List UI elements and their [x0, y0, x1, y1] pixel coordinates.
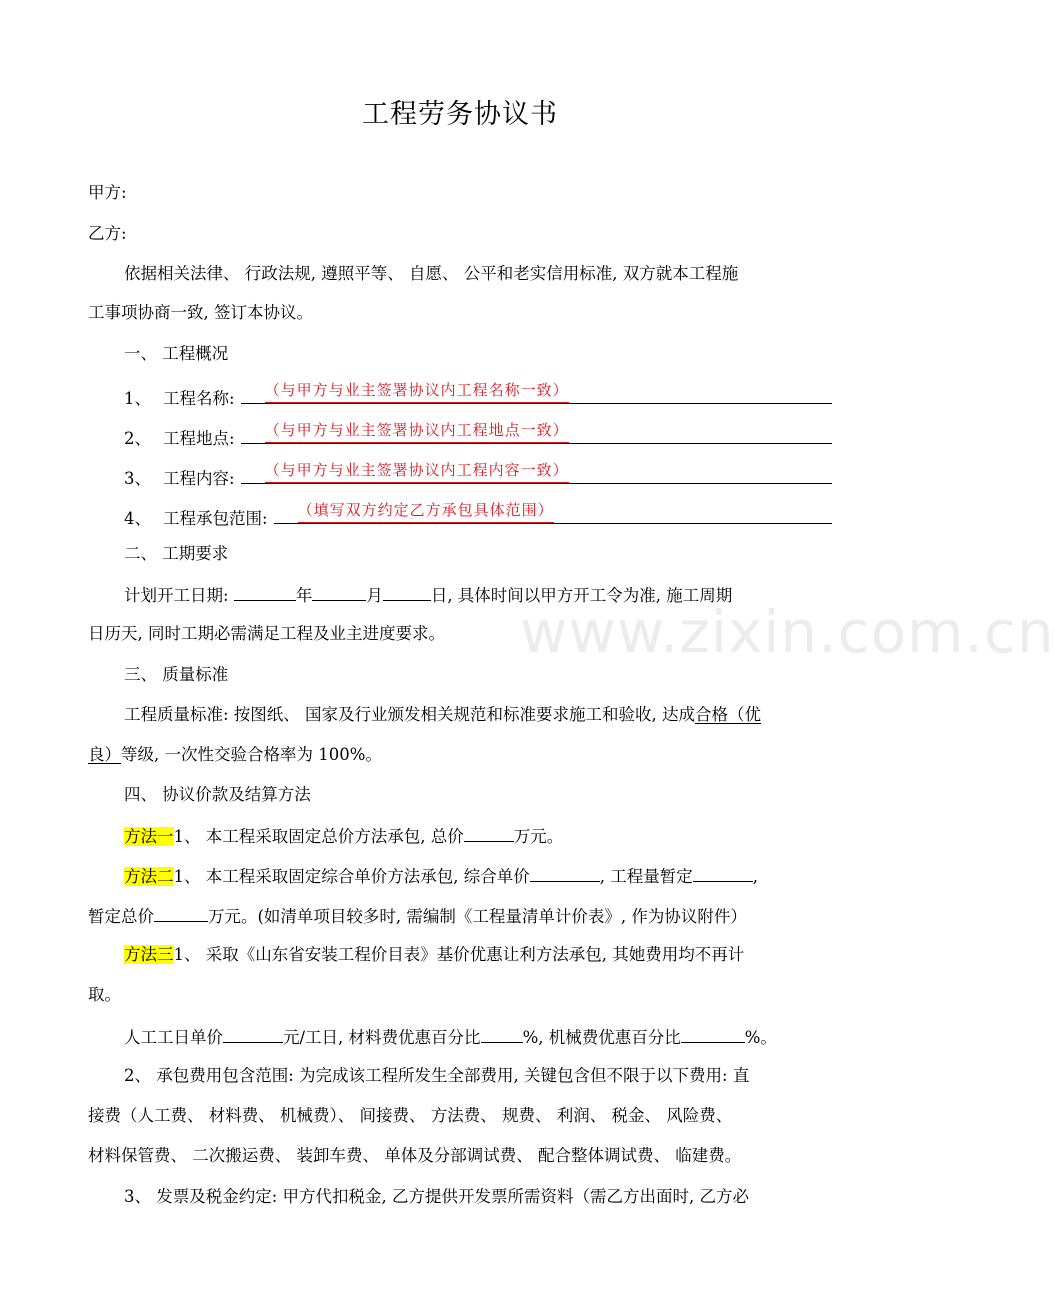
- method-2-text: 1、 本工程采取固定综合单价方法承包, 综合单价: [173, 867, 530, 886]
- quality-line-2: [88, 744, 848, 766]
- quantity-input[interactable]: [693, 864, 753, 882]
- method-1-text: 1、 本工程采取固定总价方法承包, 总价: [173, 827, 464, 846]
- material-discount-label: 元/工日, 材料费优惠百分比: [283, 1028, 481, 1047]
- field-label: 工程名称:: [163, 389, 235, 408]
- day-label: 日: [430, 586, 448, 605]
- field-label: 工程内容:: [163, 469, 235, 488]
- method-2-mid: , 工程量暂定: [599, 867, 693, 886]
- item-3-line-1: 3、 发票及税金约定: 甲方代扣税金, 乙方提供开发票所需资料（需乙方出面时, 乙方必: [124, 1187, 750, 1206]
- month-label: 月: [366, 586, 383, 605]
- field-project-location: [124, 423, 832, 450]
- watermark: www.zixin.com.cn: [520, 598, 1055, 666]
- item-number: 1、: [124, 389, 151, 408]
- unit-price-input[interactable]: [530, 864, 600, 882]
- field-hint: （与甲方与业主签署协议内工程名称一致）: [265, 379, 569, 403]
- quality-line-1: [124, 704, 848, 726]
- quality-grade-underlined-end: 良）: [88, 745, 121, 764]
- percent-end: %。: [744, 1028, 777, 1047]
- labor-rate-input[interactable]: [223, 1025, 283, 1043]
- machinery-discount-input[interactable]: [681, 1025, 745, 1043]
- item-number: 3、: [124, 469, 151, 488]
- start-year-input[interactable]: [234, 583, 296, 601]
- year-label: 年: [295, 586, 313, 605]
- method-2-line-2: [88, 904, 848, 928]
- contract-scope-input[interactable]: [274, 503, 832, 524]
- start-day-input[interactable]: [383, 583, 431, 601]
- section-4-heading: 四、 协议价款及结算方法: [124, 785, 311, 804]
- total-price-input[interactable]: [464, 824, 514, 842]
- field-contract-scope: [124, 503, 832, 530]
- method-3-line-2: 取。: [88, 985, 121, 1004]
- method-1-unit: 万元。: [513, 827, 564, 846]
- method-3-line-1: [124, 944, 848, 966]
- method-2-total-label: 暂定总价: [88, 907, 154, 926]
- start-month-input[interactable]: [312, 583, 366, 601]
- method-2-tag: 方法二: [124, 867, 174, 886]
- project-content-input[interactable]: [241, 463, 832, 484]
- intro-line-2: 工事项协商一致, 签订本协议。: [88, 303, 313, 322]
- field-hint: （与甲方与业主签署协议内工程地点一致）: [265, 419, 569, 443]
- method-2-line-1: [124, 864, 848, 888]
- schedule-line-2: 日历天, 同时工期必需满足工程及业主进度要求。: [88, 624, 445, 643]
- labor-rate-label: 人工工日单价: [124, 1028, 223, 1047]
- field-project-name: [124, 383, 832, 410]
- field-label: 工程地点:: [163, 429, 235, 448]
- method-3-text: 1、 采取《山东省安装工程价目表》基价优惠让利方法承包, 其她费用均不再计: [173, 945, 745, 964]
- material-discount-input[interactable]: [481, 1025, 523, 1043]
- estimated-total-input[interactable]: [154, 904, 208, 922]
- page-title: 工程劳务协议书: [362, 99, 558, 130]
- method-1-line: [124, 824, 848, 848]
- quality-grade-underlined: 合格（优: [695, 705, 762, 724]
- party-b-label: 乙方:: [88, 224, 127, 243]
- project-name-input[interactable]: [241, 383, 832, 404]
- quality-text: 工程质量标准: 按图纸、 国家及行业颁发相关规范和标准要求施工和验收, 达成: [124, 705, 696, 724]
- section-1-heading: 一、 工程概况: [124, 344, 229, 363]
- field-hint: （填写双方约定乙方承包具体范围）: [298, 499, 554, 523]
- item-2-line-1: 2、 承包费用包含范围: 为完成该工程所发生全部费用, 关键包含但不限于以下费用: 直: [124, 1066, 750, 1085]
- section-3-heading: 三、 质量标准: [124, 665, 229, 684]
- field-project-content: [124, 463, 832, 490]
- item-number: 4、: [124, 509, 151, 528]
- method-3-tag: 方法三: [124, 945, 174, 964]
- party-a-label: 甲方:: [88, 183, 127, 202]
- schedule-rest: , 具体时间以甲方开工令为准, 施工周期: [447, 586, 733, 605]
- item-2-line-3: 材料保管费、 二次搬运费、 装卸车费、 单体及分部调试费、 配合整体调试费、 临建费。: [88, 1146, 742, 1165]
- labor-rate-line: [124, 1025, 848, 1049]
- method-2-end: ,: [752, 867, 758, 886]
- method-1-tag: 方法一: [124, 827, 174, 846]
- item-2-line-2: 接费（人工费、 材料费、 机械费）、 间接费、 方法费、 规费、 利润、 税金、 风险费、: [88, 1106, 733, 1125]
- section-2-heading: 二、 工期要求: [124, 544, 229, 563]
- field-label: 工程承包范围:: [163, 509, 268, 528]
- quality-rest: 等级, 一次性交验合格率为 100%。: [121, 745, 382, 764]
- field-hint: （与甲方与业主签署协议内工程内容一致）: [265, 459, 569, 483]
- schedule-label: 计划开工日期:: [124, 586, 229, 605]
- method-2-note: 万元。(如清单项目较多时, 需编制《工程量清单计价表》, 作为协议附件）: [208, 907, 747, 926]
- item-number: 2、: [124, 429, 151, 448]
- intro-line-1: 依据相关法律、 行政法规, 遵照平等、 自愿、 公平和老实信用标准, 双方就本工程施: [124, 264, 739, 283]
- project-location-input[interactable]: [241, 423, 832, 444]
- machinery-discount-label: %, 机械费优惠百分比: [522, 1028, 681, 1047]
